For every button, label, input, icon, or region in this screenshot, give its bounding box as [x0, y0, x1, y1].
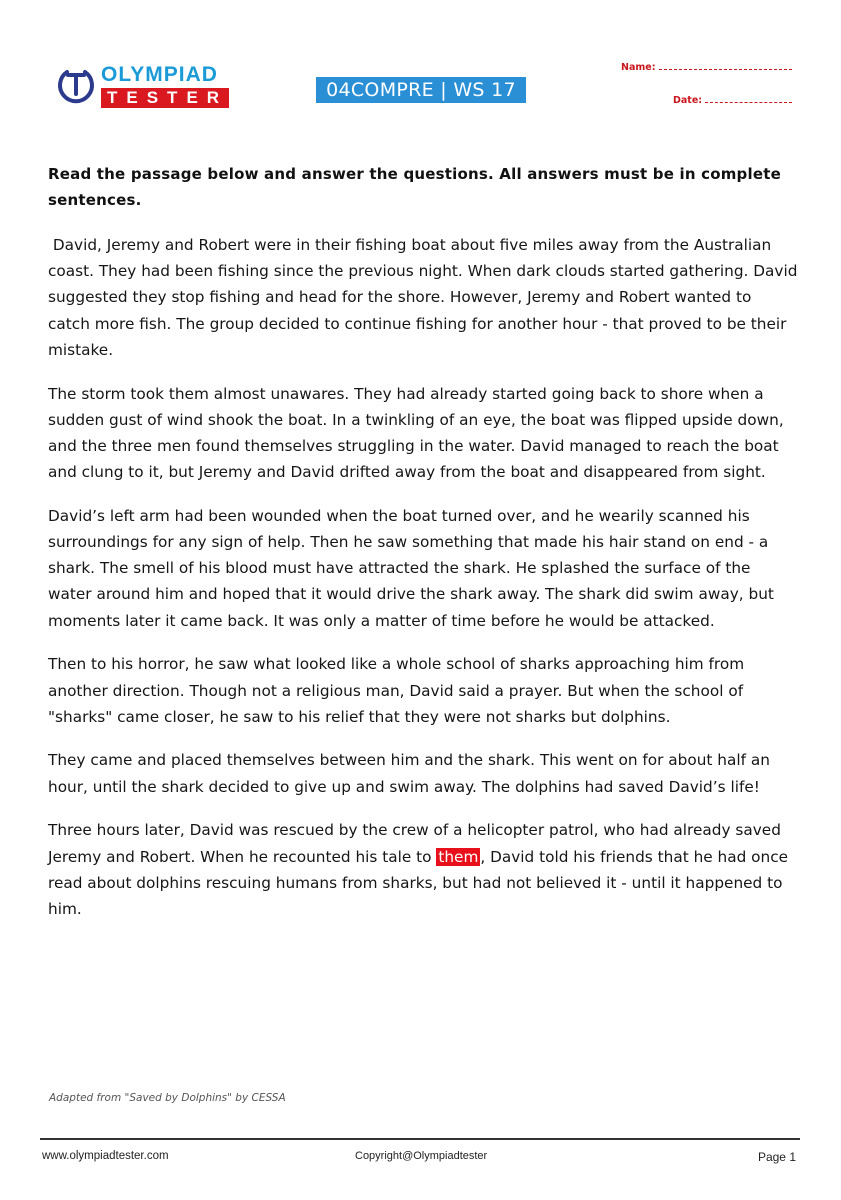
passage-paragraph: The storm took them almost unawares. They had already started going back to shore when a sudden gust of wind shook the boat. In a twinkling of an eye, the boat was flipped upside down, and the three men found themselves struggling in the water. David managed to reach the boat and clung to it, but Jeremy and David drifted away from the boat and disappeared from sight.	[48, 384, 784, 482]
passage-text: , David told his friends that he had once read about dolphins rescuing humans from sharks, but had not believed it - until it happened to him.	[48, 847, 789, 918]
footer-divider	[40, 1138, 800, 1140]
worksheet-title: 04COMPRE | WS 17	[316, 77, 526, 103]
passage-paragraph: David’s left arm had been wounded when the boat turned over, and he wearily scanned his surroundings for any sign of help. Then he saw something that made his hair stand on end - a shark. The smell of his blood must have attracted the shark. He splashed the surface of the water around him and hoped that it would drive the shark away. The shark did swim away, but moments later it came back. It was only a matter of time before he would be attacked.	[48, 506, 774, 630]
passage-paragraph: David, Jeremy and Robert were in their fishing boat about five miles away from the Australian coast. They had been fishing since the previous night. When dark clouds started gathering. David suggested they stop fishing and head for the shore. However, Jeremy and Robert wanted to catch more fish. The group decided to continue fishing for another hour - that proved to be their mistake.	[48, 236, 803, 359]
power-t-logo-icon	[55, 64, 97, 106]
passage-paragraph-last	[48, 817, 798, 922]
passage-paragraph: Then to his horror, he saw what looked like a whole school of sharks approaching him from another direction. Though not a religious man, David said a prayer. But when the school of "sharks" came closer, he saw to his relief that they were not sharks but dolphins.	[48, 655, 745, 726]
footer-page-number: Page 1	[757, 1150, 796, 1164]
source-attribution: Adapted from "Saved by Dolphins" by CESSA	[49, 1092, 286, 1104]
footer-website[interactable]: www.olympiadtester.com	[42, 1150, 169, 1162]
passage-paragraph: They came and placed themselves between him and the shark. This went on for about half an hour, until the shark decided to give up and swim away. The dolphins had saved David’s life!	[48, 751, 770, 796]
logo-text-olympiad: OLYMPIAD	[101, 63, 218, 86]
logo-text-tester: TESTER	[101, 88, 229, 108]
instructions: Read the passage below and answer the questions. All answers must be in complete sentences.	[48, 165, 781, 209]
passage-text: Three hours later, David was rescued by the crew of a helicopter patrol, who had already saved Jeremy and Robert. When he recounted his tale to	[48, 821, 781, 866]
reading-passage	[48, 232, 803, 940]
highlighted-word: them	[438, 847, 479, 866]
name-blank-line[interactable]	[659, 69, 792, 70]
name-field[interactable]	[621, 62, 792, 73]
footer-copyright: Copyright@Olympiadtester	[355, 1150, 488, 1162]
date-label: Date:	[673, 95, 703, 106]
name-label: Name:	[621, 62, 656, 73]
olympiad-tester-logo	[55, 62, 235, 112]
date-field[interactable]	[673, 95, 792, 106]
date-blank-line[interactable]	[705, 102, 792, 103]
